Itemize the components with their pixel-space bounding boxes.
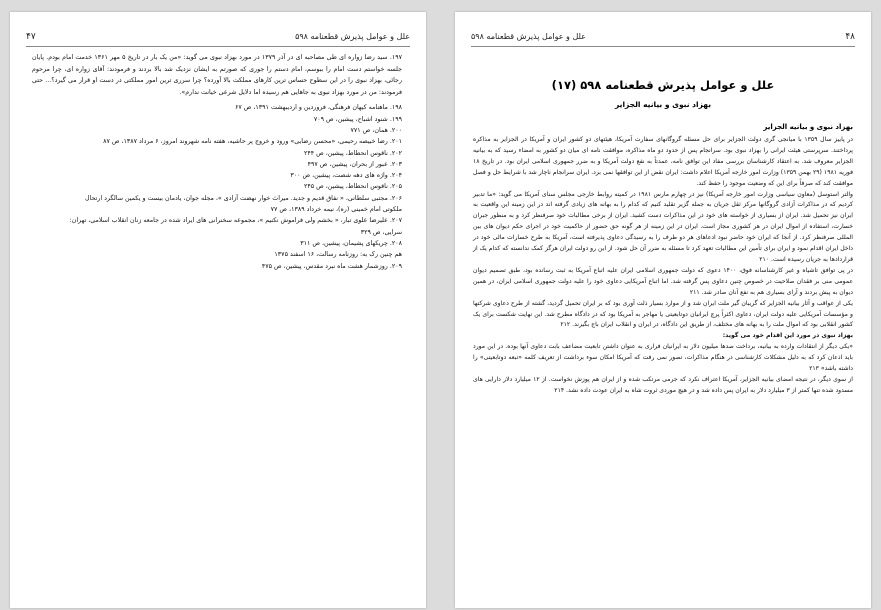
footnote: ملکوتی امام خمینی (ره)، نیمه خرداد ۱۳۸۹، ص ۷۷ xyxy=(270,206,402,214)
footnote: ۲۰۱. رضا خبیصه رحیمی، «محسن رضایی» ورود و خروج پر حاشیه، هفته نامه شهروند امروز، ۶ مرداد ۱۳۸۷، ص ۸۷ xyxy=(103,138,402,146)
right-page xyxy=(455,12,871,608)
page-number: ۴۸ xyxy=(845,32,855,42)
page-body xyxy=(473,78,853,397)
footnote: ۲۰۶. مجتبی سلطانی، « نفاق قدیم و جدید. میراث خوار نهضت آزادی »، مجله جوان، یادمان بیست و یکمین سالگرد ارتحال xyxy=(85,194,402,202)
footnote: ۲۰۷. علیرضا علوی تبار، « بخشم ولی فراموش نکنیم »، مجموعه سخنرانی های ایراد شده در جامعه زنان انقلاب اسلامی، تهران: xyxy=(69,217,402,225)
paragraph: «یکی دیگر از انتقادات وارده به بیانیه، برداخت صدها میلیون دلار به ایرانیان فراری به عنوان داشتن تابعیت مضاعف بابت دعاوی آنها بوده. در این مورد باید اذعان کرد که به دلیل مشکلات کارشناسی در هنگام مذاکرات، تصور نمی رفت که آمریکا امکان سوء برداشت از تعریف کلمه «تبعه دوتابعیتی» را داشته باشد» ۲۱۳ xyxy=(473,343,853,373)
footnote: ۱۹۸. ماهنامه کیهان فرهنگی، فروردین و اردیبهشت ۱۳۹۱، ص ۶۷ xyxy=(234,104,402,112)
chapter-title: علل و عوامل پذیرش قطعنامه ۵۹۸ (۱۷) xyxy=(551,78,775,92)
footnote: هم چنین رک به: روزنامه رسالت، ۱۶ اسفند ۱۳۷۵ xyxy=(274,251,402,259)
paragraph: یکی از عواقب و آثار بیانیه الجزایر که گریبان گیر ملت ایران شد و از موارد بسیار ذلت آوری بود که بر ایران تحمیل گردید، گشته از طرح دعاوی شرکتها و مؤسسات آمریکایی علیه دولت ایران، دعاوی اکثراً پرچ ایرانیان دوتابعیتی یا مهاجر به آمریکا بود که در دادگاه مطرح شد. این نهایت شکست برای یک کشور انقلابی بود که اموال ملت را به بهانه های مختلف، از طریق این دادگاه، در ایران و انقلاب ایران باج بگیرند. ۲۱۲ xyxy=(473,299,853,329)
footnote: ۲۰۰. همان، ص ۷۷۱ xyxy=(350,126,402,134)
left-page xyxy=(10,12,426,608)
page-body xyxy=(32,52,402,272)
footnote: ۲۰۸. چریکهای پشیمان، پیشین، ص ۳۱۱ xyxy=(300,239,402,247)
footnote: سرایی، ص ۳۲۹ xyxy=(360,228,402,236)
paragraph: از سوی دیگر، در نتیجه امضای بیانیه الجزایر، آمریکا اعتراف نکرد که جرمی مرتکب شده و از ایران هم پوزش نخواست. از ۱۲ میلیارد دلار دارایی های مسدود شده تنها کمتر از ۳ میلیارد دلار به ایران پس داده شد و در هیچ موردی ثروت شاه به ایران عودت داده نشد. ۲۱۴ xyxy=(473,375,853,394)
footnote: ۲۰۳. عبور از بحران، پیشین، ص ۴۹۷ xyxy=(307,160,402,168)
footnote: ۲۰۵. ناقوس انحطاط، پیشین، ص ۲۴۵ xyxy=(303,183,402,191)
section-title: بهزاد نبوی و بیانیه الجزایر xyxy=(763,123,853,131)
footnote: ۲۰۲. ناقوس انحطاط، پیشین، ص ۲۴۴ xyxy=(303,149,402,157)
footnote: ۲۰۴. واژه های دهه شصت، پیشین، ص ۳۰۰ xyxy=(290,172,402,180)
footnote: ۱۹۹. شنود اشباح، پیشین، ص ۷۰۹ xyxy=(313,115,402,123)
chapter-subtitle: بهزاد نبوی و بیانیه الجزایر xyxy=(614,100,712,109)
paragraph: والتر استوسل (معاون سیاسی وزارت امور خارجه آمریکا) نیز در چهارم مارس ۱۹۸۱ در کمیته روابط خارجی مجلس سنای آمریکا می گوید: «ما تدبیر کردیم که در مذاکرات آزادی گروگانها مرکز ثقل جریان به جمله گزیر تقلید کنیم که کدام را به بهانه های زیادی گرفته اند در این زمینه این واقعیت به ایران نیز تحمیل شد. ایران از بسیاری از خواسته های خود در این مذاکرات دست کشید. ایران از برخی مطالبات خود صرفنظر کرد و به منظور جبران خسارت، استفاده از اموال ایران در هر کشوری مجاز است. ایران در این زمینه از هر گونه حق حضور از حاکمیت خود در اجرای حکم دیوان های بین المللی صرفنظر کرد. از آنجا که ایران خود حاضر نبود ادعاهای هر دو طرف را به رسیدگی دعاوی پذیرفته است، آمریکا به طرح خسارات مالی خود در داخل ایران اقدام نمود و ایران برای تأمین این مطالبات تعهد کرد تا مسئله به ضرر آن حل شود. از این رو دولت ایران هرگز کمک ندانسته که کدام یک از قراردادها به جریان رسیده است. ۲۱۰ xyxy=(473,190,853,263)
footnote: ۲۰۹. روزشمار هشت ماه نبرد مقدس، پیشین، ص ۴۷۵ xyxy=(261,262,402,270)
page-number: ۴۷ xyxy=(26,32,36,42)
running-title: علل و عوامل پذیرش قطعنامه ۵۹۸ xyxy=(471,32,586,41)
page-header xyxy=(26,30,410,47)
quote-note: ۱۹۷. سید رضا زواره ای طی مصاحبه ای در آذر ۱۳۷۹ در مورد بهزاد نبوی می گوید: «من یک بار در تاریخ ۵ مهر ۱۳۶۱ خدمت امام بودم. پایان جلسه خواستم دست امام را ببوسم، امام دستم را جوری که صورتم به ایشان نزدیک شد بالا بردند و فرمودند: آقای زواره ای، چرا مرحوم رجائی، بهزاد نبوی را در این سطوح حساس ترین کارهای مملکت بالا آورده؟ چرا سرری ترین امور مملکتی در دست او قرار می گیرد؟... حتی فرمودند: من در مورد بهزاد نبوی به جاهایی هم رسیده اما دلایل شرعی خیانت ندارم». xyxy=(32,54,402,96)
paragraph: بهزاد نبوی در مورد این اقدام خود می گوید: xyxy=(722,332,853,340)
page-header xyxy=(471,30,855,47)
running-title: علل و عوامل پذیرش قطعنامه ۵۹۸ xyxy=(295,32,410,41)
paragraph: در پی توافق تاشیاه و غیر کارشناسانه فوق، ۱۴۰۰ دعوی که دولت جمهوری اسلامی ایران علیه اتباع آمریکا به ثبت رسانده بود، طبق تصمیم دیوان عمومی منی بر فقدان صلاحیت در خصوص چنین دعاوی پس گرفته شد. اما اتباع آمریکایی دعاوی خود را علیه دولت جمهوری اسلامی ایران، در همین دیوان به پیش بردند و آرای بسیاری هم به نفع آنان صادر شد. ۲۱۱ xyxy=(473,266,853,296)
paragraph: در پاییز سال ۱۳۵۹ با میانجی گری دولت الجزایر برای حل مسئله گروگانهای سفارت آمریکا، هیئتهای دو کشور ایران و آمریکا در الجزایر به مذاکره پرداختند. سرپرستی هیئت ایرانی را بهزاد نبوی بود. سرانجام پس از حدود دو ماه مذاکره، موافقت نامه ای میان دو کشور به امضاء رسید که به بیانیه الجزایر معروف شد. به اعتقاد کارشناسان بررسی مفاد این توافق نامه، عمدتاً به نفع دولت آمریکا و به ضرر جمهوری اسلامی ایران بود. در تاریخ ۱۸ فوریه ۱۹۸۱ (۲۹ بهمن ۱۳۵۹) وزارت امور خارجه آمریکا اعلام داشت: ایران نقض از این توافقها نمی برد. ایران سرانجام ناچار شد با شرایط حل و فصل موافقت کند که صرفاً برای این که وضعیت موجود را حفظ کند. xyxy=(473,136,853,187)
